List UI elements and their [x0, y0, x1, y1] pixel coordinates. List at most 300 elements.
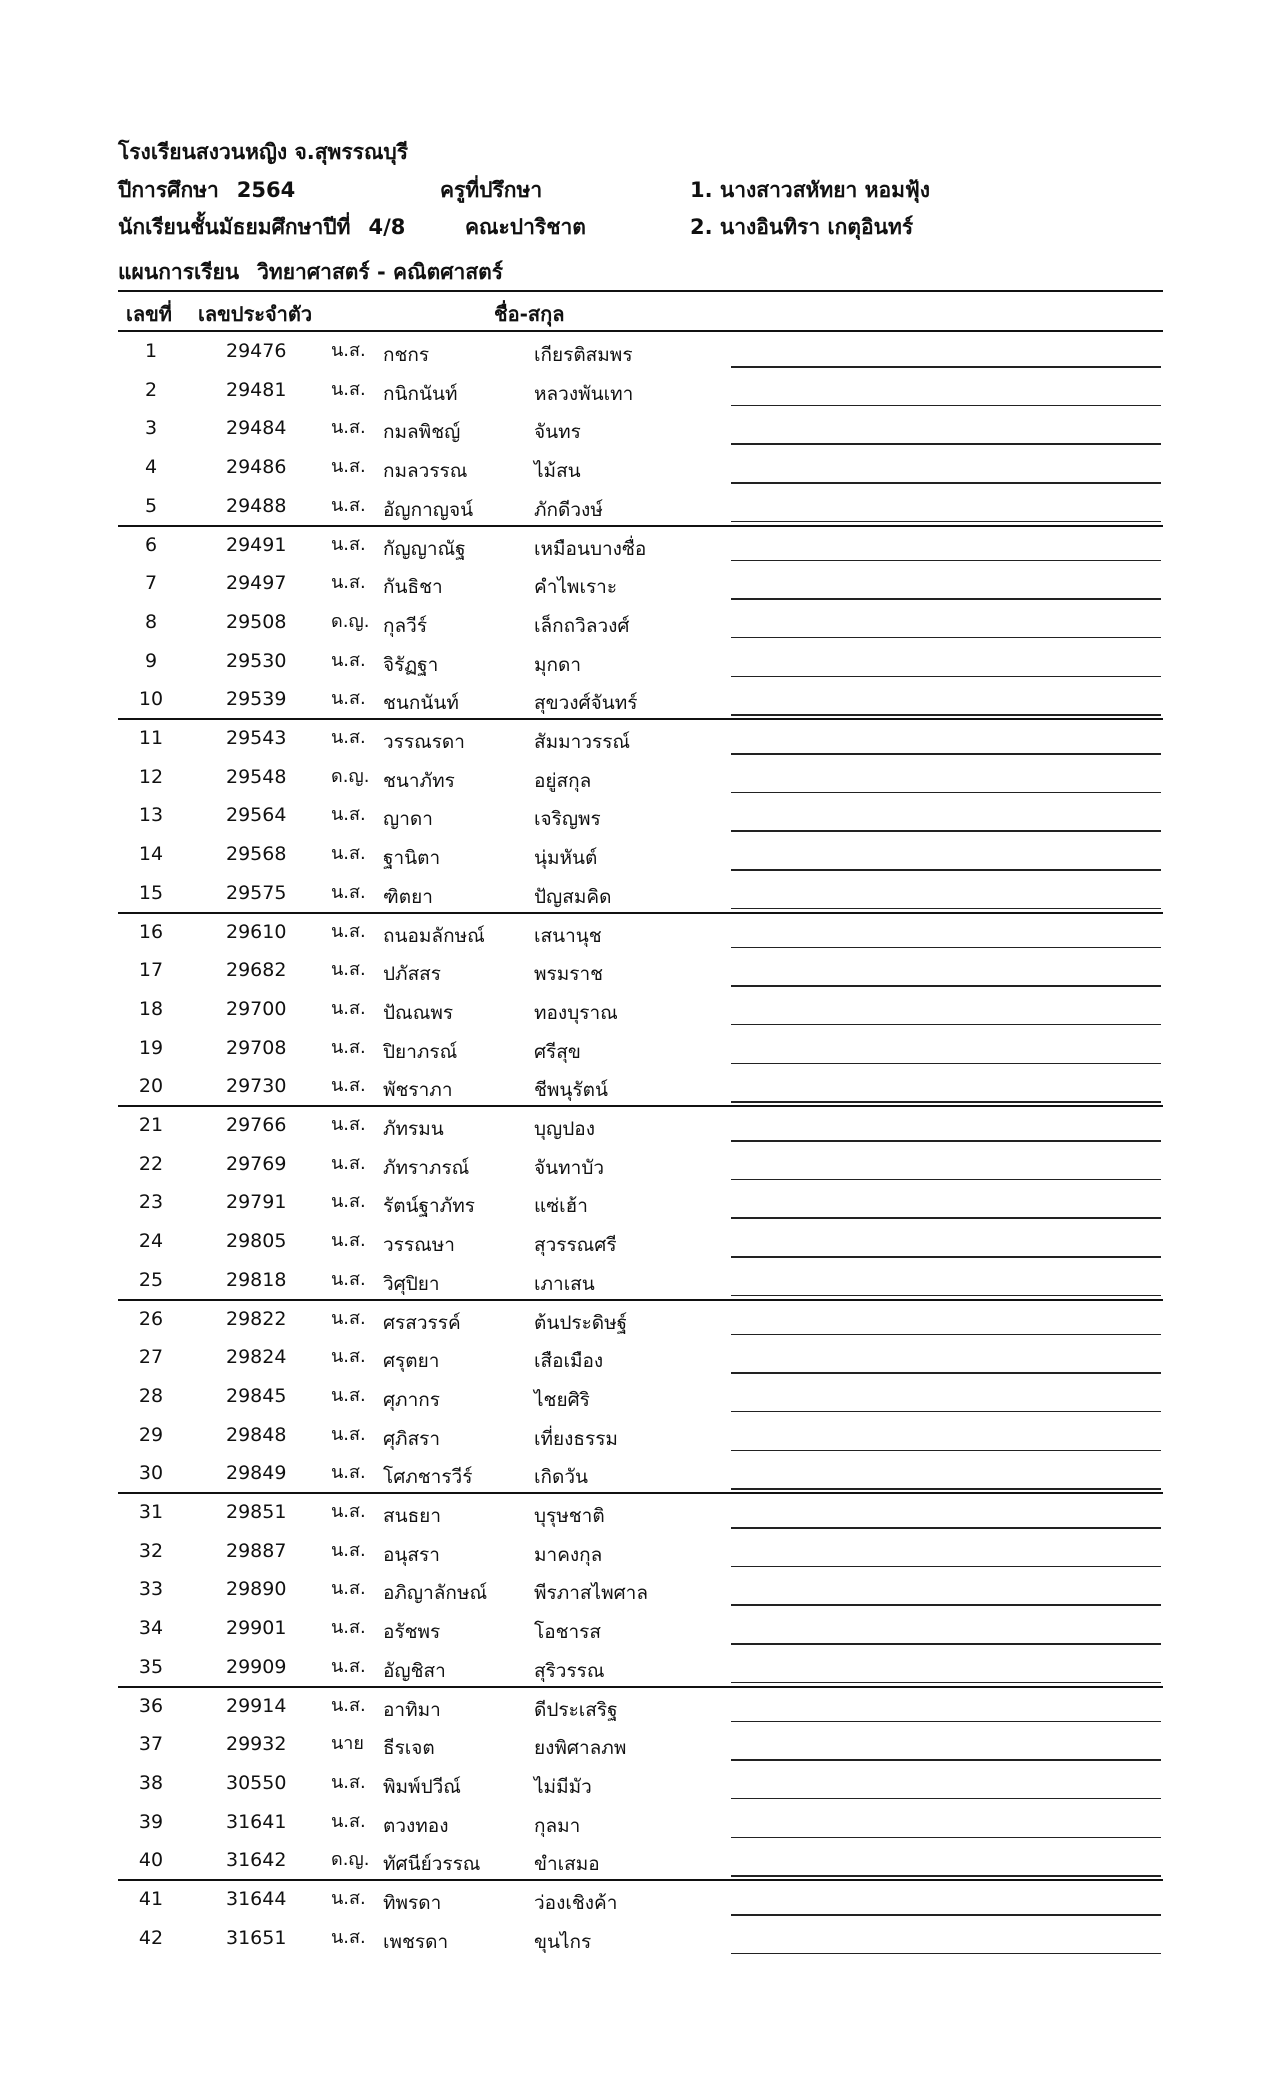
student-no: 12	[138, 765, 164, 788]
signature-line	[731, 1721, 1161, 1723]
student-no: 25	[138, 1268, 164, 1291]
student-first-name: กันธิชา	[383, 576, 443, 599]
student-first-name: ชนกนันท์	[383, 692, 459, 715]
student-first-name: ตวงทอง	[383, 1814, 449, 1837]
student-title: น.ส.	[331, 1384, 366, 1406]
student-id: 29491	[226, 533, 287, 556]
study-program	[118, 262, 503, 283]
student-last-name: จันทาบัว	[534, 1156, 605, 1179]
signature-line	[731, 405, 1161, 407]
signature-line	[731, 1759, 1161, 1761]
student-first-name: ฑิตยา	[383, 885, 433, 908]
student-title: น.ส.	[331, 1036, 366, 1058]
student-first-name: ญาดา	[383, 808, 433, 831]
student-id: 29481	[226, 378, 287, 401]
student-id: 29845	[226, 1384, 287, 1407]
signature-line	[731, 1682, 1161, 1684]
table-row	[118, 1338, 1163, 1377]
student-title: น.ส.	[331, 1152, 366, 1174]
student-last-name: ไม้สน	[534, 460, 581, 483]
student-title: นาย	[331, 1733, 364, 1755]
student-title: น.ส.	[331, 1655, 366, 1677]
student-title: น.ส.	[331, 417, 366, 439]
signature-line	[731, 637, 1161, 639]
table-row	[118, 448, 1163, 487]
student-last-name: เหมือนบางซื่อ	[534, 537, 647, 560]
student-title: น.ส.	[331, 920, 366, 942]
table-row	[118, 1222, 1163, 1261]
student-last-name: ขำเสมอ	[534, 1853, 600, 1876]
student-last-name: ทองบุราณ	[534, 1001, 618, 1024]
student-no: 20	[138, 1075, 164, 1098]
student-no: 5	[144, 494, 158, 517]
signature-line	[731, 1063, 1161, 1065]
student-no: 34	[138, 1617, 164, 1640]
student-no: 33	[138, 1578, 164, 1601]
student-id: 29822	[226, 1307, 287, 1330]
table-row	[118, 1764, 1163, 1803]
student-id: 29484	[226, 417, 287, 440]
student-first-name: ศรุตยา	[383, 1350, 440, 1373]
signature-line	[731, 985, 1161, 987]
student-first-name: อภิญาลักษณ์	[383, 1582, 488, 1605]
student-id: 29539	[226, 688, 287, 711]
signature-line	[731, 1837, 1161, 1839]
student-title: น.ส.	[331, 997, 366, 1019]
table-row	[118, 680, 1163, 719]
table-row	[118, 874, 1163, 913]
table-row	[118, 1261, 1163, 1300]
faculty: คณะปาริชาต	[465, 215, 586, 239]
table-header	[118, 296, 1163, 326]
table-row	[118, 1454, 1163, 1493]
student-id: 29851	[226, 1501, 287, 1523]
student-id: 29769	[226, 1152, 287, 1175]
signature-line	[731, 1140, 1161, 1142]
student-no: 36	[138, 1694, 164, 1717]
student-last-name: หลวงพันเทา	[534, 382, 634, 405]
student-first-name: กมลวรรณ	[383, 460, 468, 483]
signature-line	[731, 1372, 1161, 1374]
student-title: น.ส.	[331, 1462, 366, 1484]
student-no: 37	[138, 1733, 164, 1756]
student-id: 29568	[226, 843, 287, 866]
student-id: 29508	[226, 610, 287, 633]
student-id: 29700	[226, 997, 287, 1020]
signature-line	[731, 830, 1161, 832]
student-first-name: วิศุปิยา	[383, 1272, 440, 1295]
class-label: นักเรียนชั้นมัธยมศึกษาปีที่	[118, 215, 351, 239]
student-last-name: สุขวงศ์จันทร์	[534, 692, 638, 715]
student-no: 7	[144, 572, 158, 595]
student-id: 29824	[226, 1346, 287, 1369]
student-id: 31642	[226, 1849, 287, 1872]
table-row	[118, 332, 1163, 371]
signature-line	[731, 1101, 1161, 1103]
student-no: 16	[138, 920, 164, 943]
student-title: ด.ญ.	[331, 765, 370, 787]
student-no: 21	[138, 1114, 164, 1136]
student-last-name: ขุนไกร	[534, 1930, 592, 1953]
group-separator	[118, 718, 1163, 720]
student-first-name: ปิยาภรณ์	[383, 1040, 458, 1063]
student-title: น.ส.	[331, 456, 366, 478]
student-last-name: เล็กถวิลวงศ์	[534, 614, 630, 637]
student-id: 29890	[226, 1578, 287, 1601]
student-first-name: วรรณรดา	[383, 731, 465, 753]
student-last-name: นุ่มหันต์	[534, 847, 598, 870]
student-first-name: สนธยา	[383, 1505, 441, 1527]
student-first-name: พัชราภา	[383, 1079, 453, 1102]
school-name: โรงเรียนสงวนหญิง จ.สุพรรณบุรี	[118, 140, 409, 164]
program-label: แผนการเรียน	[118, 260, 240, 284]
student-title: น.ส.	[331, 1307, 366, 1329]
student-title: น.ส.	[331, 1694, 366, 1716]
signature-line	[731, 443, 1161, 445]
student-title: น.ส.	[331, 649, 366, 671]
table-row	[118, 371, 1163, 410]
student-no: 13	[138, 804, 164, 827]
student-id: 29791	[226, 1191, 287, 1214]
table-row	[118, 603, 1163, 642]
table-row	[118, 1029, 1163, 1068]
student-first-name: โศภชารวีร์	[383, 1466, 473, 1489]
group-separator	[118, 1686, 1163, 1688]
student-id: 29564	[226, 804, 287, 827]
student-title: น.ส.	[331, 1771, 366, 1793]
student-title: น.ส.	[331, 1230, 366, 1252]
student-id: 29909	[226, 1655, 287, 1678]
student-first-name: ศุภากร	[383, 1388, 440, 1411]
table-row	[118, 719, 1163, 758]
signature-line	[731, 1604, 1161, 1606]
student-id: 29543	[226, 727, 287, 749]
student-first-name: กุลวีร์	[383, 614, 428, 637]
student-no: 6	[144, 533, 158, 556]
table-top-rule	[118, 290, 1163, 292]
student-title: น.ส.	[331, 688, 366, 710]
signature-line	[731, 1450, 1161, 1452]
student-title: น.ส.	[331, 1617, 366, 1639]
student-last-name: แซ่เฮ้า	[534, 1195, 588, 1218]
table-row	[118, 642, 1163, 681]
student-no: 27	[138, 1346, 164, 1369]
student-no: 24	[138, 1230, 164, 1253]
table-row	[118, 1725, 1163, 1764]
signature-line	[731, 1488, 1161, 1490]
student-no: 19	[138, 1036, 164, 1059]
signature-line	[731, 1256, 1161, 1258]
table-row	[118, 1687, 1163, 1726]
student-title: น.ส.	[331, 494, 366, 516]
student-first-name: เพชรดา	[383, 1930, 449, 1953]
academic-year	[118, 180, 295, 201]
table-row	[118, 1106, 1163, 1145]
academic-year-value: 2564	[236, 178, 296, 202]
student-last-name: คำไพเราะ	[534, 576, 618, 599]
student-first-name: พิมพ์ปวีณ์	[383, 1775, 461, 1798]
student-id: 29805	[226, 1230, 287, 1253]
student-first-name: ชนาภัทร	[383, 769, 455, 792]
signature-line	[731, 947, 1161, 949]
signature-line	[731, 1566, 1161, 1568]
student-last-name: ภักดีวงษ์	[534, 498, 603, 521]
student-title: ด.ญ.	[331, 1849, 370, 1871]
table-row	[118, 526, 1163, 565]
student-no: 35	[138, 1655, 164, 1678]
student-no: 4	[144, 456, 158, 479]
signature-line	[731, 792, 1161, 794]
column-header-name: ชื่อ-สกุล	[494, 302, 565, 326]
group-separator	[118, 912, 1163, 914]
student-id: 29914	[226, 1694, 287, 1717]
student-id: 29818	[226, 1268, 287, 1291]
table-row	[118, 990, 1163, 1029]
student-no: 38	[138, 1771, 164, 1794]
signature-line	[731, 1217, 1161, 1219]
student-last-name: เภาเสน	[534, 1272, 595, 1295]
student-first-name: ศุภิสรา	[383, 1427, 441, 1450]
student-last-name: เกิดวัน	[534, 1466, 588, 1489]
column-header-id: เลขประจำตัว	[198, 302, 313, 326]
student-first-name: ทิพรดา	[383, 1892, 442, 1914]
student-title: น.ส.	[331, 572, 366, 594]
table-row	[118, 758, 1163, 797]
student-no: 8	[144, 610, 158, 633]
student-no: 42	[138, 1926, 164, 1949]
student-id: 29548	[226, 765, 287, 788]
student-first-name: ภัทรมน	[383, 1118, 444, 1140]
student-no: 30	[138, 1462, 164, 1485]
student-first-name: กนิกนันท์	[383, 382, 458, 405]
student-id: 29488	[226, 494, 287, 517]
student-last-name: เจริญพร	[534, 808, 601, 831]
student-title: น.ส.	[331, 1578, 366, 1600]
student-last-name: มุกดา	[534, 653, 582, 676]
signature-line	[731, 714, 1161, 716]
class-level	[118, 217, 405, 238]
student-id: 29766	[226, 1114, 287, 1136]
student-id: 29849	[226, 1462, 287, 1485]
student-first-name: ธีรเจต	[383, 1737, 435, 1760]
student-last-name: เสนานุช	[534, 924, 602, 947]
student-last-name: ไชยศิริ	[534, 1388, 590, 1411]
student-last-name: ชีพนุรัตน์	[534, 1079, 608, 1102]
student-no: 22	[138, 1152, 164, 1175]
table-row	[118, 1145, 1163, 1184]
student-id: 29497	[226, 572, 287, 595]
student-title: น.ส.	[331, 959, 366, 981]
student-no: 10	[138, 688, 164, 711]
student-last-name: จันทร	[534, 421, 581, 444]
student-first-name: กัญญาณัฐ	[383, 537, 466, 560]
student-no: 17	[138, 959, 164, 982]
student-no: 31	[138, 1501, 164, 1523]
student-id: 31651	[226, 1926, 287, 1949]
table-row	[118, 1803, 1163, 1842]
group-separator	[118, 1879, 1163, 1881]
student-title: ด.ญ.	[331, 610, 370, 632]
advisor-1: 1. นางสาวสหัทยา หอมฟุ้ง	[690, 178, 931, 202]
student-no: 26	[138, 1307, 164, 1330]
student-first-name: ฐานิตา	[383, 847, 441, 870]
student-no: 2	[144, 378, 158, 401]
student-id: 29887	[226, 1539, 287, 1562]
student-first-name: จิรัฏฐา	[383, 653, 439, 676]
student-id: 29901	[226, 1617, 287, 1640]
signature-line	[731, 1295, 1161, 1297]
table-row	[118, 796, 1163, 835]
student-no: 23	[138, 1191, 164, 1214]
student-id: 29486	[226, 456, 287, 479]
table-row	[118, 564, 1163, 603]
student-last-name: ศรีสุข	[534, 1040, 581, 1063]
student-first-name: รัตน์ฐาภัทร	[383, 1195, 475, 1218]
student-id: 29610	[226, 920, 287, 943]
student-no: 18	[138, 997, 164, 1020]
table-row	[118, 487, 1163, 526]
student-id: 31641	[226, 1810, 287, 1833]
student-title: น.ส.	[331, 1114, 366, 1135]
program-value: วิทยาศาสตร์ - คณิตศาสตร์	[257, 260, 504, 284]
student-last-name: ว่องเชิงค้า	[534, 1892, 618, 1914]
student-title: น.ส.	[331, 1423, 366, 1445]
student-first-name: อัญชิสา	[383, 1659, 446, 1682]
student-id: 29730	[226, 1075, 287, 1098]
signature-line	[731, 869, 1161, 871]
student-last-name: ไม่มีมัว	[534, 1775, 592, 1798]
student-first-name: อาทิมา	[383, 1698, 441, 1721]
signature-line	[731, 1024, 1161, 1026]
group-separator	[118, 1299, 1163, 1301]
signature-line	[731, 1179, 1161, 1181]
student-id: 29708	[226, 1036, 287, 1059]
group-separator	[118, 525, 1163, 527]
class-value: 4/8	[368, 215, 406, 239]
student-id: 29530	[226, 649, 287, 672]
student-last-name: ปัญสมคิด	[534, 885, 612, 908]
table-row	[118, 913, 1163, 952]
student-no: 29	[138, 1423, 164, 1446]
student-title: น.ส.	[331, 378, 366, 400]
student-title: น.ส.	[331, 1191, 366, 1213]
table-row	[118, 1880, 1163, 1919]
student-last-name: พีรภาสไพศาล	[534, 1582, 648, 1605]
student-title: น.ส.	[331, 533, 366, 555]
signature-line	[731, 366, 1161, 368]
student-first-name: กชกร	[383, 344, 430, 366]
signature-line	[731, 676, 1161, 678]
student-first-name: อัญกาญจน์	[383, 498, 474, 521]
table-row	[118, 1648, 1163, 1687]
student-last-name: เกียรติสมพร	[534, 344, 633, 366]
student-last-name: บุญปอง	[534, 1118, 595, 1140]
table-row	[118, 1841, 1163, 1880]
signature-line	[731, 1914, 1161, 1916]
student-last-name: สุวรรณศรี	[534, 1234, 617, 1257]
table-row	[118, 835, 1163, 874]
signature-line	[731, 521, 1161, 523]
student-title: น.ส.	[331, 843, 366, 865]
signature-line	[731, 908, 1161, 910]
student-title: น.ส.	[331, 804, 366, 826]
student-no: 39	[138, 1810, 164, 1833]
group-separator	[118, 1492, 1163, 1494]
signature-line	[731, 1411, 1161, 1413]
column-header-no: เลขที่	[126, 302, 172, 326]
table-row	[118, 1377, 1163, 1416]
table-row	[118, 1493, 1163, 1532]
student-last-name: บุรุษชาติ	[534, 1505, 605, 1527]
student-no: 14	[138, 843, 164, 866]
student-title: น.ส.	[331, 1539, 366, 1561]
student-last-name: เที่ยงธรรม	[534, 1427, 618, 1450]
student-title: น.ส.	[331, 1926, 366, 1948]
table-row	[118, 1183, 1163, 1222]
signature-line	[731, 598, 1161, 600]
student-first-name: ภัทราภรณ์	[383, 1156, 470, 1179]
table-row	[118, 951, 1163, 990]
student-first-name: ทัศนีย์วรรณ	[383, 1853, 481, 1876]
table-row	[118, 1609, 1163, 1648]
signature-line	[731, 1953, 1161, 1955]
student-id: 29476	[226, 340, 287, 362]
student-title: น.ส.	[331, 1501, 366, 1522]
student-last-name: โอชารส	[534, 1621, 601, 1644]
student-title: น.ส.	[331, 1268, 366, 1290]
student-last-name: เสือเมือง	[534, 1350, 604, 1373]
advisor-2: 2. นางอินทิรา เกตุอินทร์	[690, 215, 914, 239]
student-last-name: อยู่สกุล	[534, 769, 592, 792]
table-row	[118, 1532, 1163, 1571]
student-id: 29932	[226, 1733, 287, 1756]
signature-line	[731, 1334, 1161, 1336]
student-first-name: อรัชพร	[383, 1621, 441, 1644]
student-no: 1	[144, 340, 158, 362]
student-first-name: ศรสวรรค์	[383, 1311, 461, 1334]
student-last-name: สัมมาวรรณ์	[534, 731, 631, 753]
table-row	[118, 1067, 1163, 1106]
signature-line	[731, 1798, 1161, 1800]
student-last-name: ดีประเสริฐ	[534, 1698, 618, 1721]
group-separator	[118, 1105, 1163, 1107]
student-title: น.ส.	[331, 727, 366, 748]
student-no: 11	[138, 727, 164, 749]
student-first-name: วรรณษา	[383, 1234, 455, 1257]
student-first-name: ปภัสสร	[383, 963, 441, 986]
student-title: น.ส.	[331, 1075, 366, 1097]
student-id: 30550	[226, 1771, 287, 1794]
table-row	[118, 1300, 1163, 1339]
table-row	[118, 1416, 1163, 1455]
signature-line	[731, 753, 1161, 755]
student-id: 31644	[226, 1888, 287, 1910]
student-first-name: ถนอมลักษณ์	[383, 924, 485, 947]
student-last-name: มาคงกุล	[534, 1543, 603, 1566]
student-no: 28	[138, 1384, 164, 1407]
student-last-name: ยงพิศาลภพ	[534, 1737, 627, 1760]
student-no: 41	[138, 1888, 164, 1910]
student-first-name: ปัณณพร	[383, 1001, 454, 1024]
student-no: 3	[144, 417, 158, 440]
student-title: น.ส.	[331, 1810, 366, 1832]
student-last-name: ต้นประดิษฐ์	[534, 1311, 628, 1334]
signature-line	[731, 1875, 1161, 1877]
student-no: 15	[138, 881, 164, 904]
advisor-label: ครูที่ปรึกษา	[440, 178, 543, 202]
student-id: 29682	[226, 959, 287, 982]
student-title: น.ส.	[331, 1888, 366, 1909]
